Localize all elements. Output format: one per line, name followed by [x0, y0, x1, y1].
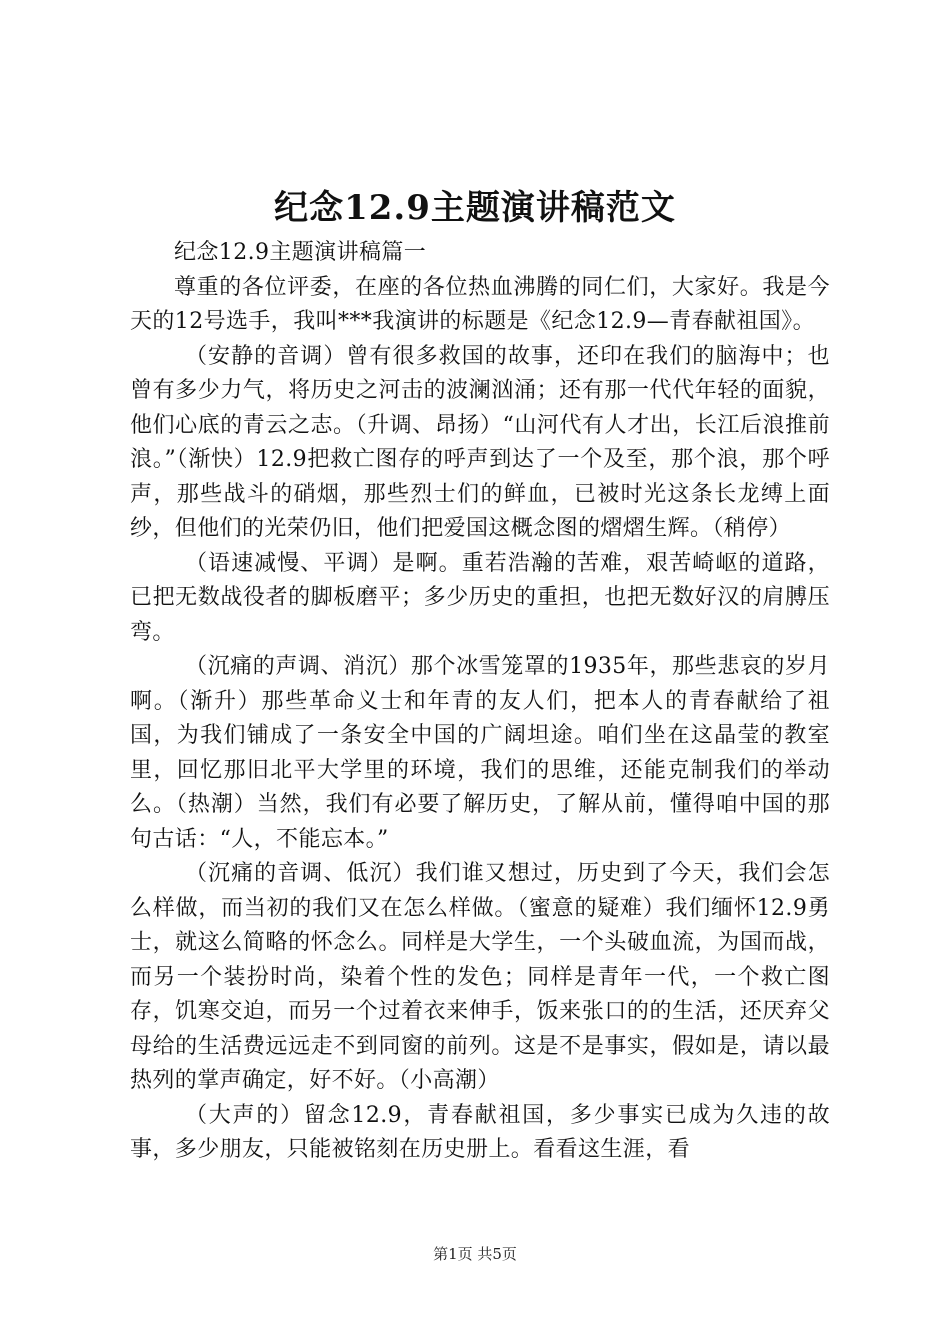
document-body [130, 236, 830, 1168]
paragraph-4: （沉痛的声调、消沉）那个冰雪笼罩的1935年，那些悲哀的岁月啊。（渐升）那些革命义士和年青的友人们，把本人的青春献给了祖国，为我们铺成了一条安全中国的广阔坦途。咱们坐在这晶莹的教室里，回忆那旧北平大学里的环境，我们的思维，还能克制我们的举动么。（热潮）当然，我们有必要了解历史，了解从前，懂得咱中国的那句古话：“人，不能忘本。” [130, 654, 830, 852]
paragraph-1: 尊重的各位评委，在座的各位热血沸腾的同仁们，大家好。我是今天的12号选手，我叫***我演讲的标题是《纪念12.9—青春献祖国》。 [130, 274, 830, 334]
paragraph-3: （语速减慢、平调）是啊。重若浩瀚的苦难，艰苦崎岖的道路，已把无数战役者的脚板磨平；多少历史的重担，也把无数好汉的肩膊压弯。 [130, 550, 830, 645]
section-heading: 纪念12.9主题演讲稿篇一 [174, 240, 427, 265]
paragraph-5: （沉痛的音调、低沉）我们谁又想过，历史到了今天，我们会怎么样做，而当初的我们又在怎么样做。（蜜意的疑难）我们缅怀12.9勇士，就这么简略的怀念么。同样是大学生，一个头破血流，为国而战，而另一个装扮时尚，染着个性的发色；同样是青年一代，一个救亡图存，饥寒交迫，而另一个过着衣来伸手，饭来张口的的生活，还厌弃父母给的生活费远远走不到同窗的前列。这是不是事实，假如是，请以最热列的掌声确定，好不好。（小高潮） [130, 861, 830, 1093]
page-footer: 第1页 共5页 [433, 1245, 517, 1263]
paragraph-2: （安静的音调）曾有很多救国的故事，还印在我们的脑海中；也曾有多少力气，将历史之河击的波澜汹涌；还有那一代代年轻的面貌，他们心底的青云之志。（升调、昂扬）“山河代有人才出，长江后浪推前浪。”（渐快）12.9把救亡图存的呼声到达了一个及至，那个浪，那个呼声，那些战斗的硝烟，那些烈士们的鲜血，已被时光这条长龙缚上面纱，但他们的光荣仍旧，他们把爱国这概念图的熠熠生辉。（稍停） [130, 343, 830, 541]
document-title: 纪念12.9主题演讲稿范文 [274, 188, 676, 228]
paragraph-6: （大声的）留念12.9，青春献祖国，多少事实已成为久违的故事，多少朋友，只能被铭刻在历史册上。看看这生涯，看 [130, 1102, 830, 1162]
